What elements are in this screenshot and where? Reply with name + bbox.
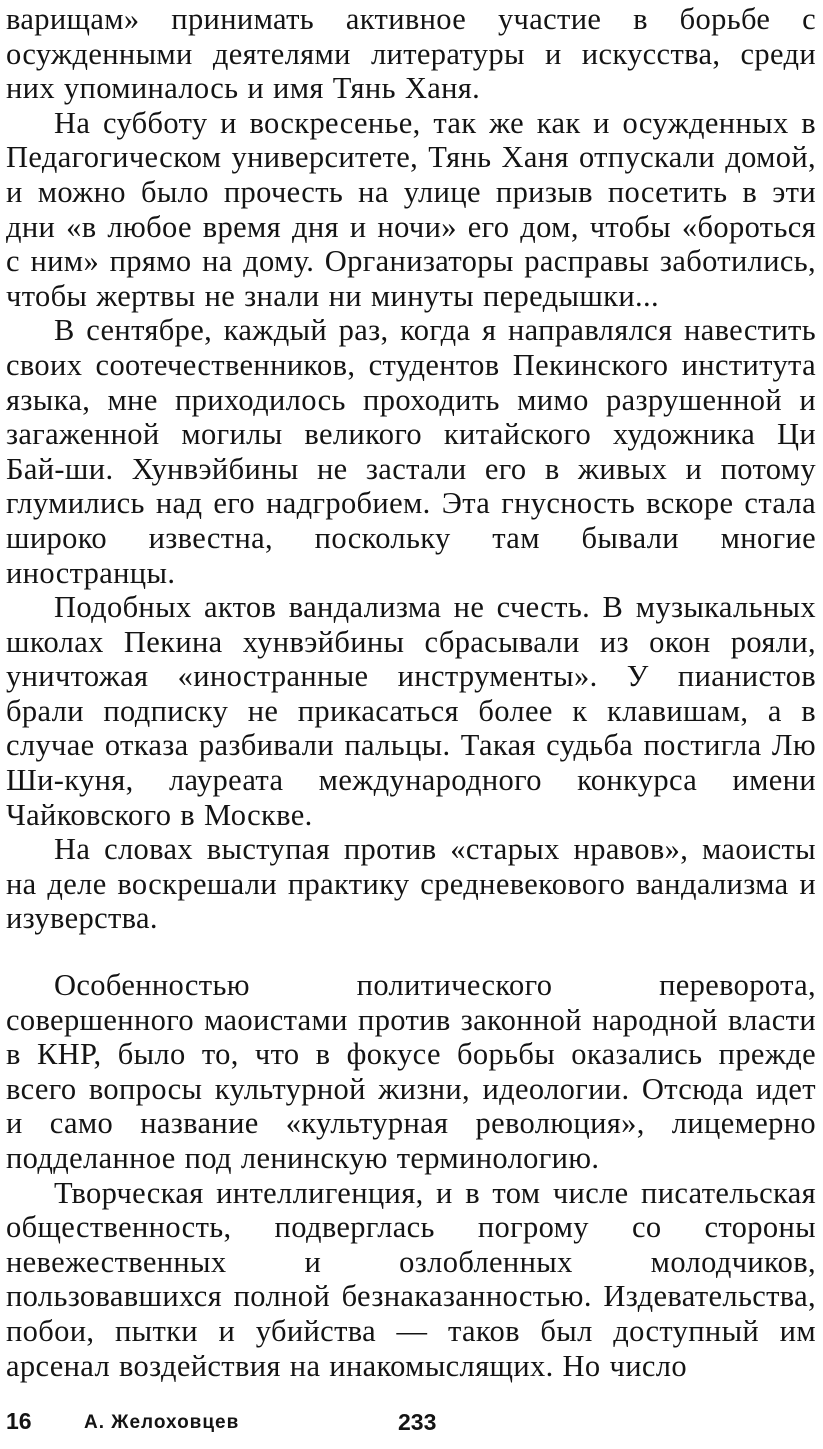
paragraph: Особенностью политического переворота, совершенного маоистами против законной народной власти в КНР, было то, что в фокусе борьбы оказались прежде всего вопросы культурной жизни, идеологии. Отсюда идет и само название «культурная революция», лицемерно подделанное под ленинскую терминологию. [6, 968, 816, 1175]
paragraph: На словах выступая против «старых нравов», маоисты на деле воскрешали практику средневекового вандализма и изуверства. [6, 832, 816, 936]
page-number: 233 [398, 1409, 437, 1435]
text-section-bottom [6, 968, 816, 1383]
page-footer [6, 1408, 816, 1444]
paragraph-continued: варищам» принимать активное участие в борьбе с осужденными деятелями литературы и искусства, среди них упоминалось и имя Тянь Ханя. [6, 2, 816, 106]
text-section-top [6, 2, 816, 936]
signature-number: 16 [6, 1408, 32, 1434]
book-page [6, 0, 816, 1449]
footer-author: А. Желоховцев [84, 1412, 240, 1433]
paragraph: На субботу и воскресенье, так же как и осужденных в Педагогическом университете, Тянь Ханя отпускали домой, и можно было прочесть на улице призыв посетить в эти дни «в любое время дня и ночи» его дом, чтобы «бороться с ним» прямо на дому. Организаторы расправы заботились, чтобы жертвы не знали ни минуты передышки... [6, 105, 816, 313]
paragraph: В сентябре, каждый раз, когда я направлялся навестить своих соотечественников, студентов Пекинского института языка, мне приходилось проходить мимо разрушенной и загаженной могилы великого китайского художника Ци Бай-ши. Хунвэйбины не застали его в живых и потому глумились над его надгробием. Эта гнусность вскоре стала широко известна, поскольку там бывали многие иностранцы. [6, 313, 816, 590]
paragraph: Творческая интеллигенция, и в том числе писательская общественность, подверглась погрому со стороны невежественных и озлобленных молодчиков, пользовавшихся полной безнаказанностью. Издевательства, побои, пытки и убийства — таков был доступный им арсенал воздействия на инакомыслящих. Но число [6, 1175, 816, 1383]
paragraph: Подобных актов вандализма не счесть. В музыкальных школах Пекина хунвэйбины сбрасывали из окон рояли, уничтожая «иностранные инструменты». У пианистов брали подписку не прикасаться более к клавишам, а в случае отказа разбивали пальцы. Такая судьба постигла Лю Ши-куня, лауреата международного конкурса имени Чайковского в Москве. [6, 590, 816, 832]
